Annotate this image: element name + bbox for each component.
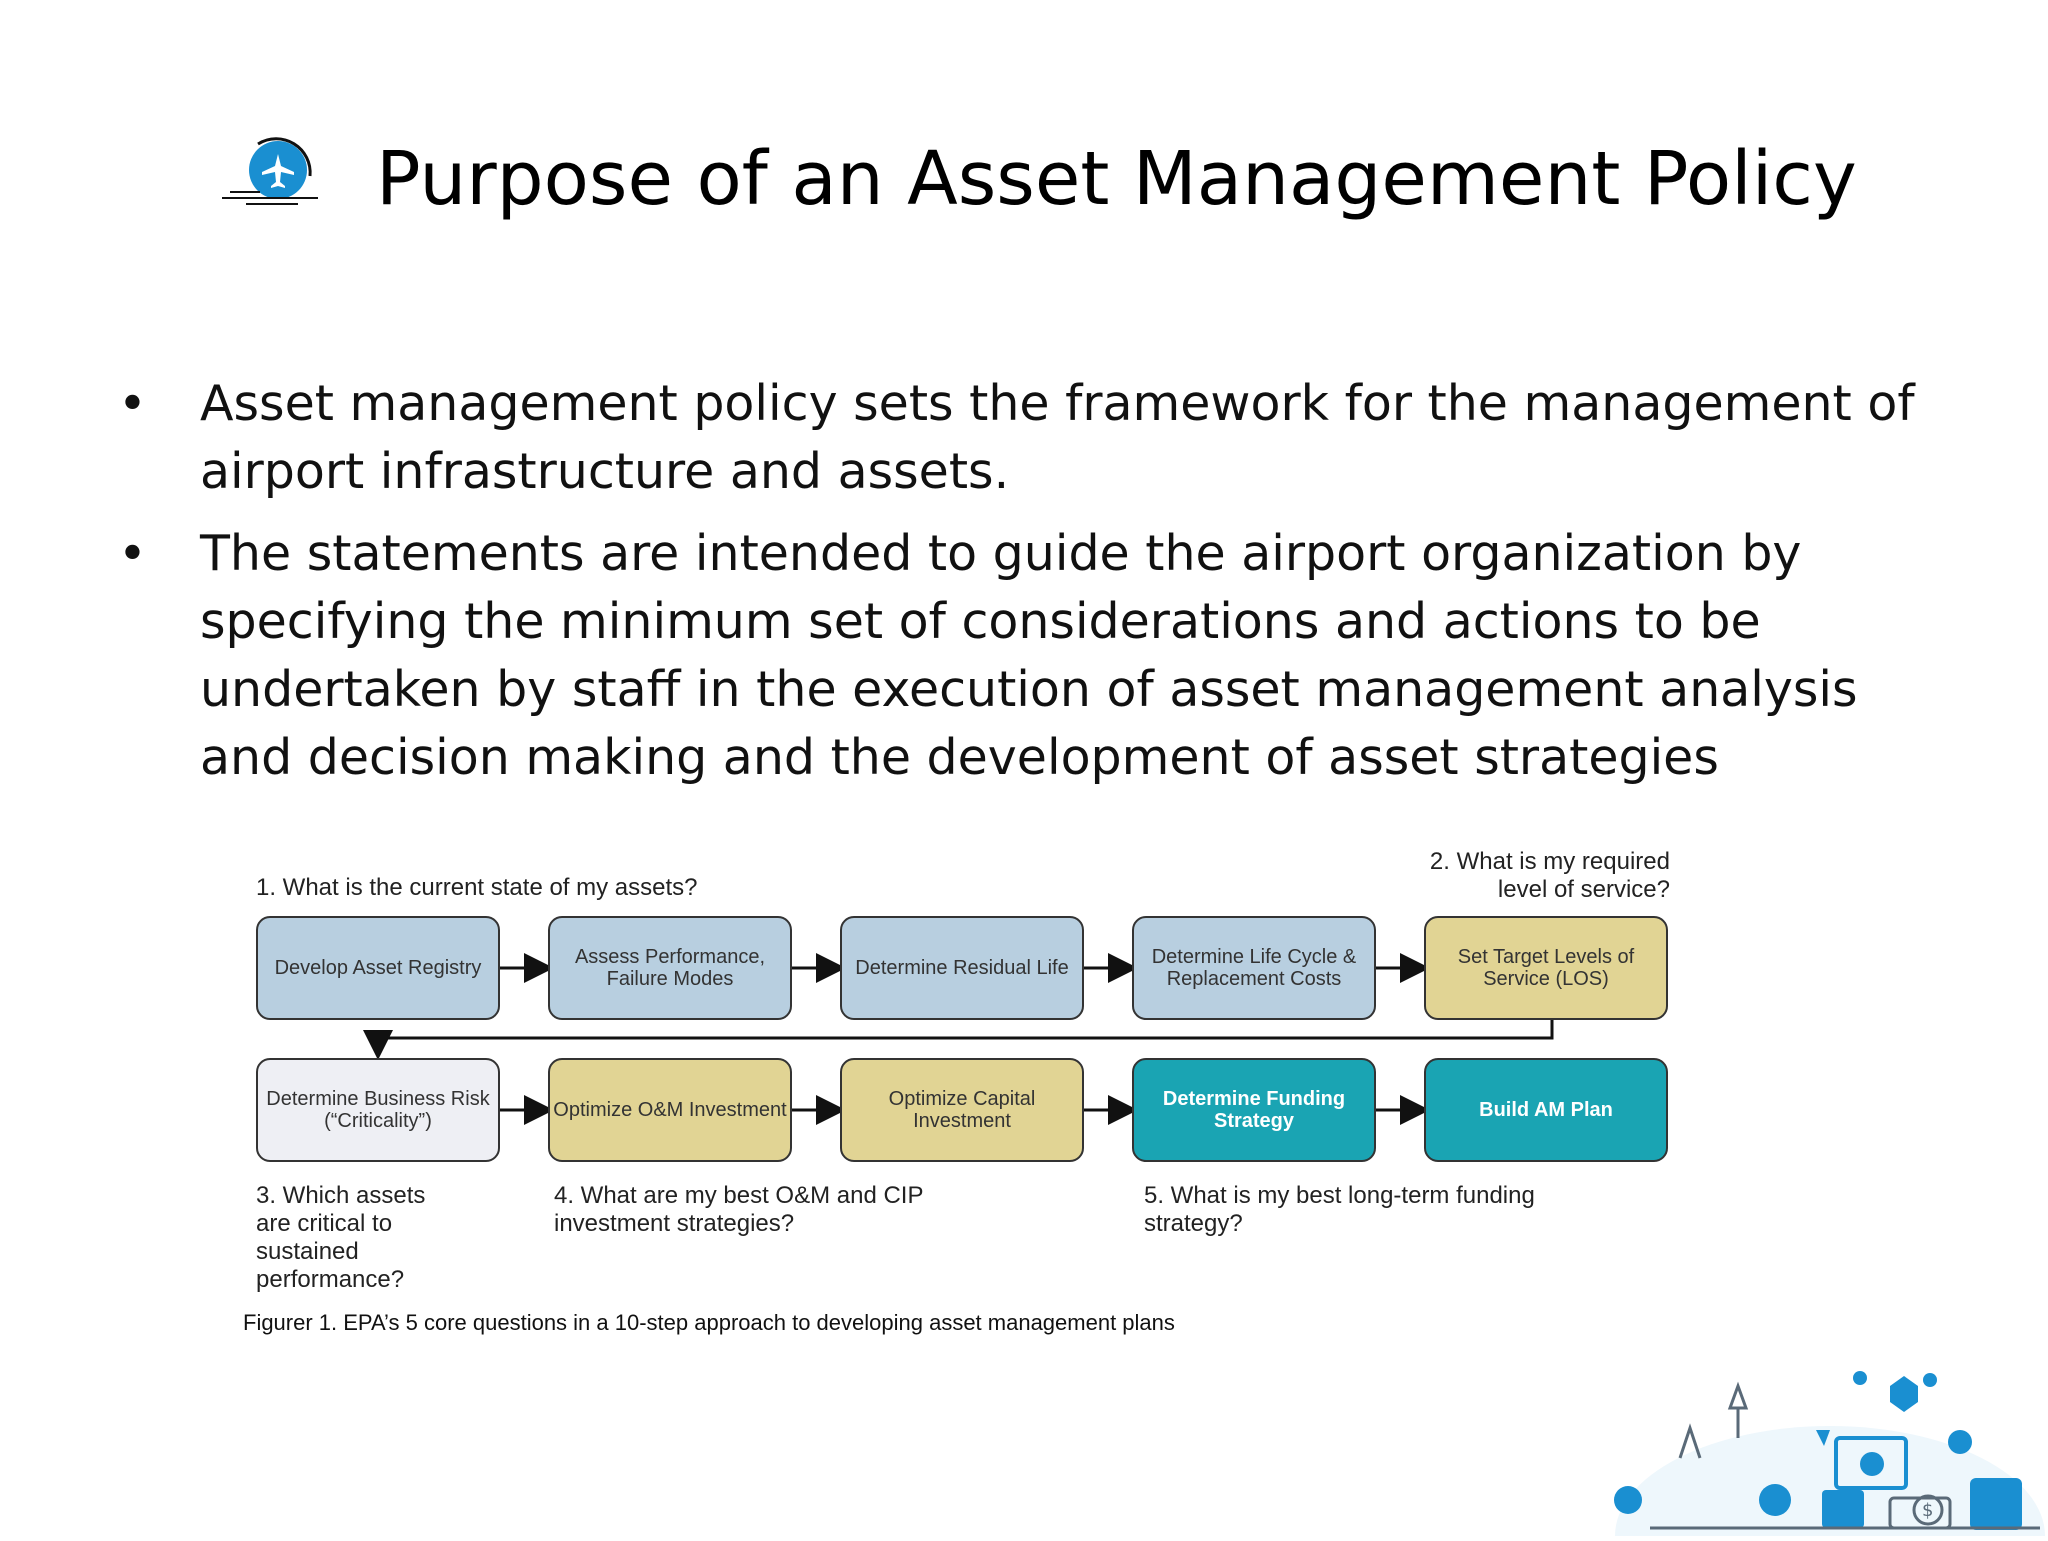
step-label: Develop Asset Registry — [274, 957, 482, 979]
step-optimize-om — [548, 1058, 792, 1162]
asset-management-flow-diagram — [190, 818, 1700, 1308]
step-set-target-los — [1424, 916, 1668, 1020]
figure-caption: Figurer 1. EPA’s 5 core questions in a 10-step approach to developing asset management plans — [243, 1310, 1175, 1335]
airplane-logo-icon — [218, 132, 324, 220]
bullet-marker: • — [118, 375, 147, 432]
step-label: Determine Business Risk (“Criticality”) — [266, 1088, 490, 1132]
step-business-risk — [256, 1058, 500, 1162]
step-label: Determine Life Cycle & Replacement Costs — [1151, 946, 1357, 990]
step-assess-performance — [548, 916, 792, 1020]
step-label: Set Target Levels of Service (LOS) — [1457, 946, 1635, 990]
step-build-am-plan — [1424, 1058, 1668, 1162]
step-determine-residual-life — [840, 916, 1084, 1020]
bullet-text: Asset management policy sets the framework for the management of airport infrastructure and assets. — [200, 375, 1915, 500]
step-label: Determine Residual Life — [855, 957, 1069, 979]
step-label: Assess Performance, Failure Modes — [574, 946, 766, 990]
question-1: 1. What is the current state of my assets? — [256, 874, 698, 901]
step-label: Build AM Plan — [1479, 1099, 1613, 1121]
step-label: Determine Funding Strategy — [1162, 1088, 1346, 1132]
step-develop-asset-registry — [256, 916, 500, 1020]
question-3: 3. Which assets are critical to sustained performance? — [256, 1182, 426, 1293]
bullet-marker: • — [118, 525, 147, 582]
arrow — [378, 1020, 1552, 1054]
step-optimize-capital — [840, 1058, 1084, 1162]
technology-illustration-icon — [1610, 1368, 2048, 1536]
bullet-text: The statements are intended to guide the airport organization by specifying the minimum set of considerations and actions to be undertaken by staff in the execution of asset management analysis and decision making and the development of asset strategies — [200, 525, 1858, 786]
step-funding-strategy — [1132, 1058, 1376, 1162]
bullet-item — [118, 520, 1918, 792]
slide-title: Purpose of an Asset Management Policy — [376, 136, 1857, 222]
step-label: Optimize O&M Investment — [553, 1099, 787, 1121]
step-life-cycle-costs — [1132, 916, 1376, 1020]
question-5: 5. What is my best long-term funding strategy? — [1144, 1182, 1535, 1237]
svg-text:$: $ — [1922, 1500, 1934, 1521]
question-2: 2. What is my required level of service? — [1429, 848, 1670, 903]
question-4: 4. What are my best O&M and CIP investment strategies? — [554, 1182, 924, 1237]
bullet-item — [118, 370, 1918, 506]
bullet-list — [118, 370, 1918, 806]
step-label: Optimize Capital Investment — [888, 1088, 1036, 1132]
